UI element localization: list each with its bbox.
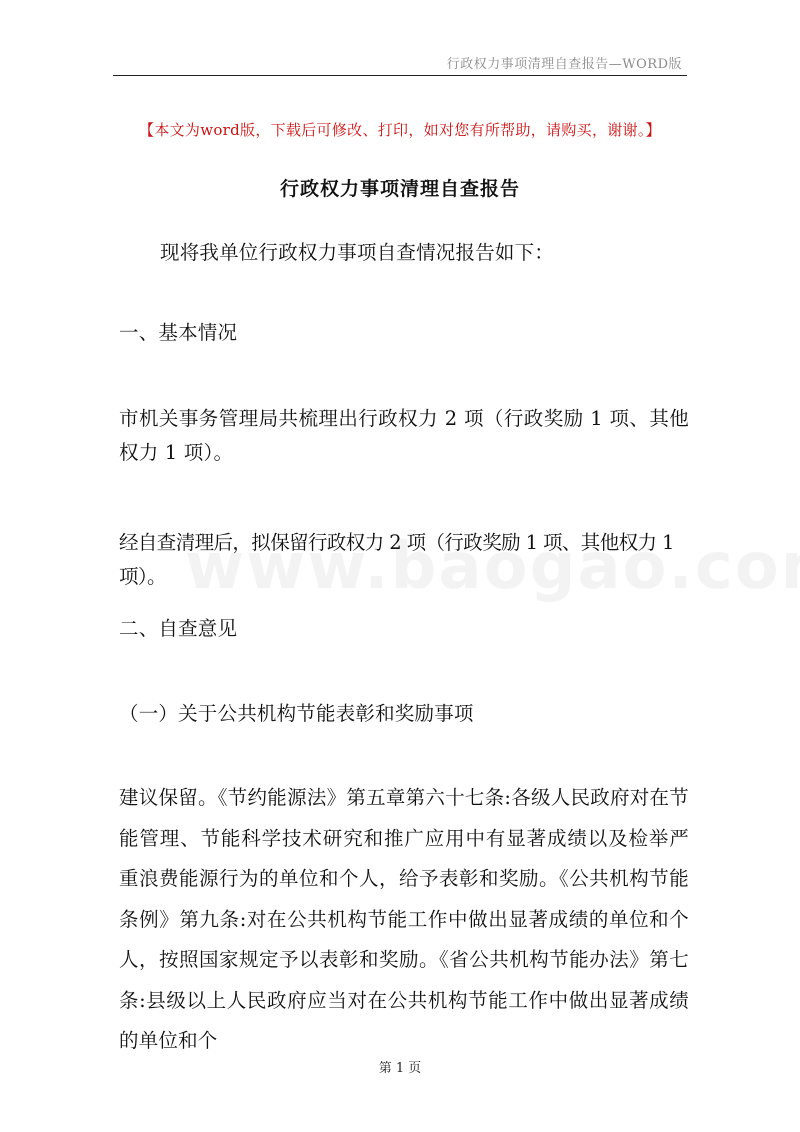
watermark <box>185 530 625 604</box>
purchase-notice: 【本文为word版，下载后可修改、打印，如对您有所帮助，请购买，谢谢。】 <box>139 121 661 139</box>
basic-paragraph-2: 经自查清理后，拟保留行政权力 2 项（行政奖励 1 项、其他权力 1 项）。 <box>119 531 674 588</box>
subsection-heading-1: （一）关于公共机构节能表彰和奖励事项 <box>119 702 474 725</box>
document-title: 行政权力事项清理自查报告 <box>279 178 520 200</box>
basic-paragraph-1: 市机关事务管理局共梳理出行政权力 2 项（行政奖励 1 项、其他权力 1 项）。 <box>119 407 689 464</box>
intro-paragraph: 现将我单位行政权力事项自查情况报告如下： <box>160 241 555 264</box>
section-heading-opinion: 二、自查意见 <box>119 617 238 640</box>
page-header: 行政权力事项清理自查报告—WORD版 <box>446 57 682 72</box>
opinion-body-paragraph: 建议保留。《节约能源法》第五章第六十七条:各级人民政府对在节能管理、节能科学技术研究和推广应用中有显著成绩以及检举严重浪费能源行为的单位和个人，给予表彰和奖励。《公共机构节能条例》第九条:对在公共机构节能工作中做出显著成绩的单位和个人，按照国家规定予以表彰和奖励。《省公共机构节能办法》第七条:县级以上人民政府应当对在公共机构节能工作中做出显著成绩的单位和个 <box>119 786 689 1052</box>
section-heading-basic: 一、基本情况 <box>119 321 238 344</box>
header-divider <box>113 75 687 76</box>
page-number: 第 1 页 <box>378 1061 422 1076</box>
